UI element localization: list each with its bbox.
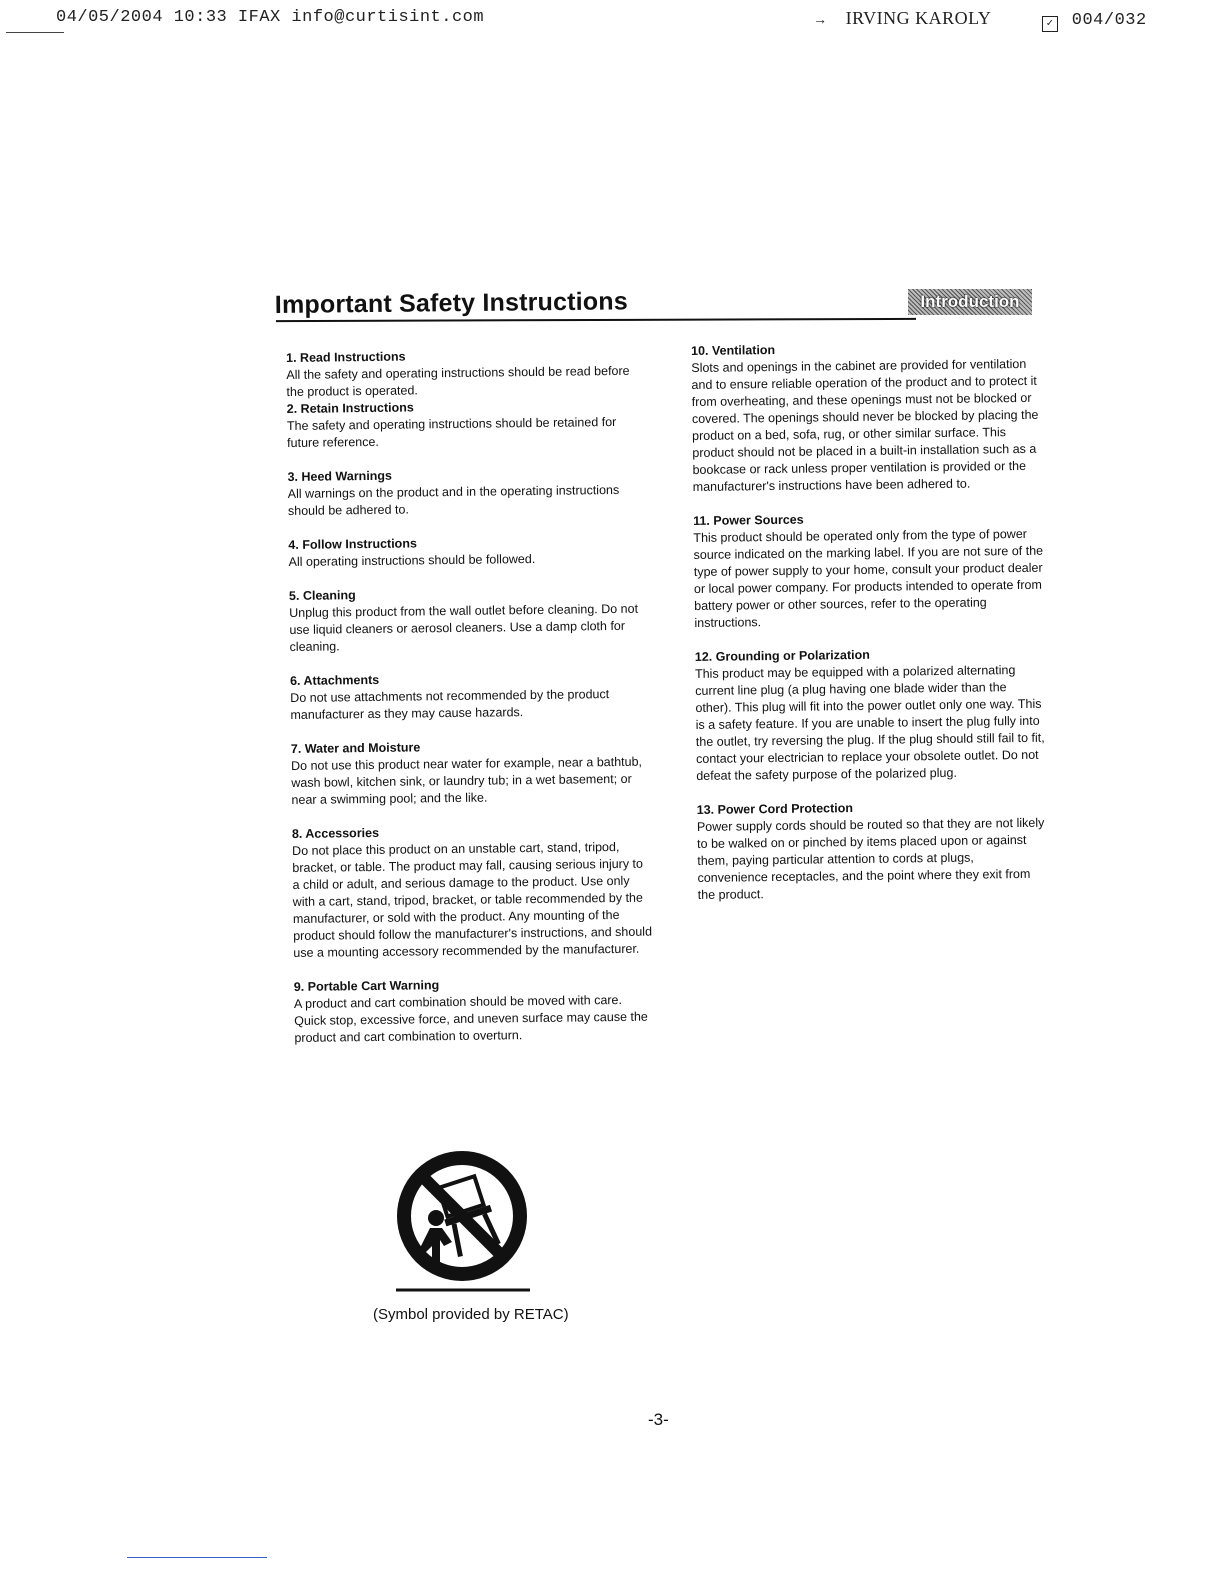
section-heading: 8. Accessories (291, 825, 380, 841)
fax-transmission-info: 04/05/2004 10:33 IFAX info@curtisint.com (56, 8, 485, 27)
section-body: Unplug this product from the wall outlet before cleaning. Do not use liquid cleaners or aerosol cleaners. Use a damp cloth for cleaning. (289, 601, 639, 654)
cart-tipover-warning-icon (396, 1150, 530, 1295)
instruction-section (294, 975, 655, 1047)
instruction-section (287, 465, 648, 520)
symbol-caption: (Symbol provided by RETAC) (373, 1306, 569, 1323)
instruction-section (693, 509, 1044, 632)
instruction-section (288, 533, 648, 571)
left-column (286, 346, 655, 1064)
section-body: All operating instructions should be followed. (288, 551, 536, 569)
section-heading: 9. Portable Cart Warning (293, 978, 440, 994)
arrow-icon: → (816, 13, 825, 29)
fax-header (0, 8, 1225, 32)
section-heading: 12. Grounding or Polarization (694, 647, 870, 664)
right-column (691, 339, 1048, 921)
section-body: Do not place this product on an unstable cart, stand, tripod, bracket, or table. The product may fall, causing serious injury to a child or adult, and serious damage to the product. Use only with a cart, stand, tripod, bracket, or table recommended by the manufacturer, or sold with the product. Any mounting of the product should follow the manufacturer's instructions, and should use a mounting accessory recommended by the manufacturer. (292, 839, 653, 960)
instruction-section (691, 339, 1043, 496)
instruction-section (291, 737, 652, 809)
section-badge: Introduction (908, 289, 1032, 315)
section-heading: 6. Attachments (289, 672, 380, 688)
section-body: Do not use this product near water for example, near a bathtub, wash bowl, kitchen sink, or laundry tub; in a wet basement; or near a swimming pool; and the like. (290, 754, 643, 807)
instruction-section (290, 669, 651, 724)
section-body: All warnings on the product and in the operating instructions should be adhered to. (287, 482, 620, 518)
bottom-divider (127, 1557, 267, 1558)
instruction-section (292, 822, 654, 962)
instruction-section (695, 645, 1047, 785)
section-heading: 11. Power Sources (693, 512, 804, 528)
instruction-section (287, 397, 648, 452)
section-body: The safety and operating instructions should be retained for future reference. (286, 414, 617, 450)
fax-header-underline (6, 32, 64, 33)
section-body: Power supply cords should be routed so that they are not likely to be walked on or pinched by items placed upon or against them, paying particular attention to cords at plugs, convenience receptacles, and the point where they exit from the product. (696, 815, 1045, 902)
fax-page-count (1042, 11, 1147, 30)
section-heading: 5. Cleaning (288, 588, 356, 603)
section-body: All the safety and operating instructions should be read before the product is operated. (286, 363, 630, 399)
section-heading: 2. Retain Instructions (286, 400, 414, 416)
section-body: Do not use attachments not recommended by the product manufacturer as they may cause hazards. (290, 687, 610, 722)
instruction-section (697, 798, 1048, 904)
section-heading: 7. Water and Moisture (290, 740, 421, 756)
section-heading: 10. Ventilation (691, 342, 776, 358)
section-body: Slots and openings in the cabinet are provided for ventilation and to ensure reliable operation of the product and to protect it from overheating, and these openings must not be blocked or covered. The openings should never be blocked by placing the product on a bed, sofa, rug, or other similar surface. This product should not be placed in a built-in installation such as a bookcase or rack unless proper ventilation is provided or the manufacturer's instructions have been adhered to. (691, 356, 1039, 494)
fax-recipient-info (816, 8, 1147, 32)
section-heading: 4. Follow Instructions (288, 536, 417, 552)
section-body: This product should be operated only from the type of power source indicated on the marking label. If you are not sure of the type of power supply to your home, consult your product dealer or local power company. For products intended to operate from battery power or other sources, refer to the operating instructions. (693, 526, 1044, 630)
section-heading: 1. Read Instructions (286, 349, 406, 365)
page-title: Important Safety Instructions (274, 287, 629, 320)
checkbox-icon: ✓ (1042, 16, 1058, 32)
section-heading: 3. Heed Warnings (287, 468, 393, 484)
page-number: -3- (648, 1410, 669, 1429)
section-body: This product may be equipped with a polarized alternating current line plug (a plug having one blade wider than the other). This plug will fit into the power outlet only one way. This is a safety feature. If you are unable to insert the plug fully into the outlet, try reversing the plug. If the plug should still fail to fit, contact your electrician to replace your obsolete outlet. Do not defeat the safety purpose of the polarized plug. (694, 663, 1045, 783)
fax-recipient: IRVING KAROLY (845, 8, 992, 28)
fax-page-number: 004/032 (1071, 11, 1147, 30)
instruction-section (289, 584, 650, 656)
section-heading: 13. Power Cord Protection (696, 801, 854, 817)
section-body: A product and cart combination should be moved with care. Quick stop, excessive force, and uneven surface may cause the product and cart combination to overturn. (293, 992, 648, 1045)
instruction-section (286, 346, 647, 401)
